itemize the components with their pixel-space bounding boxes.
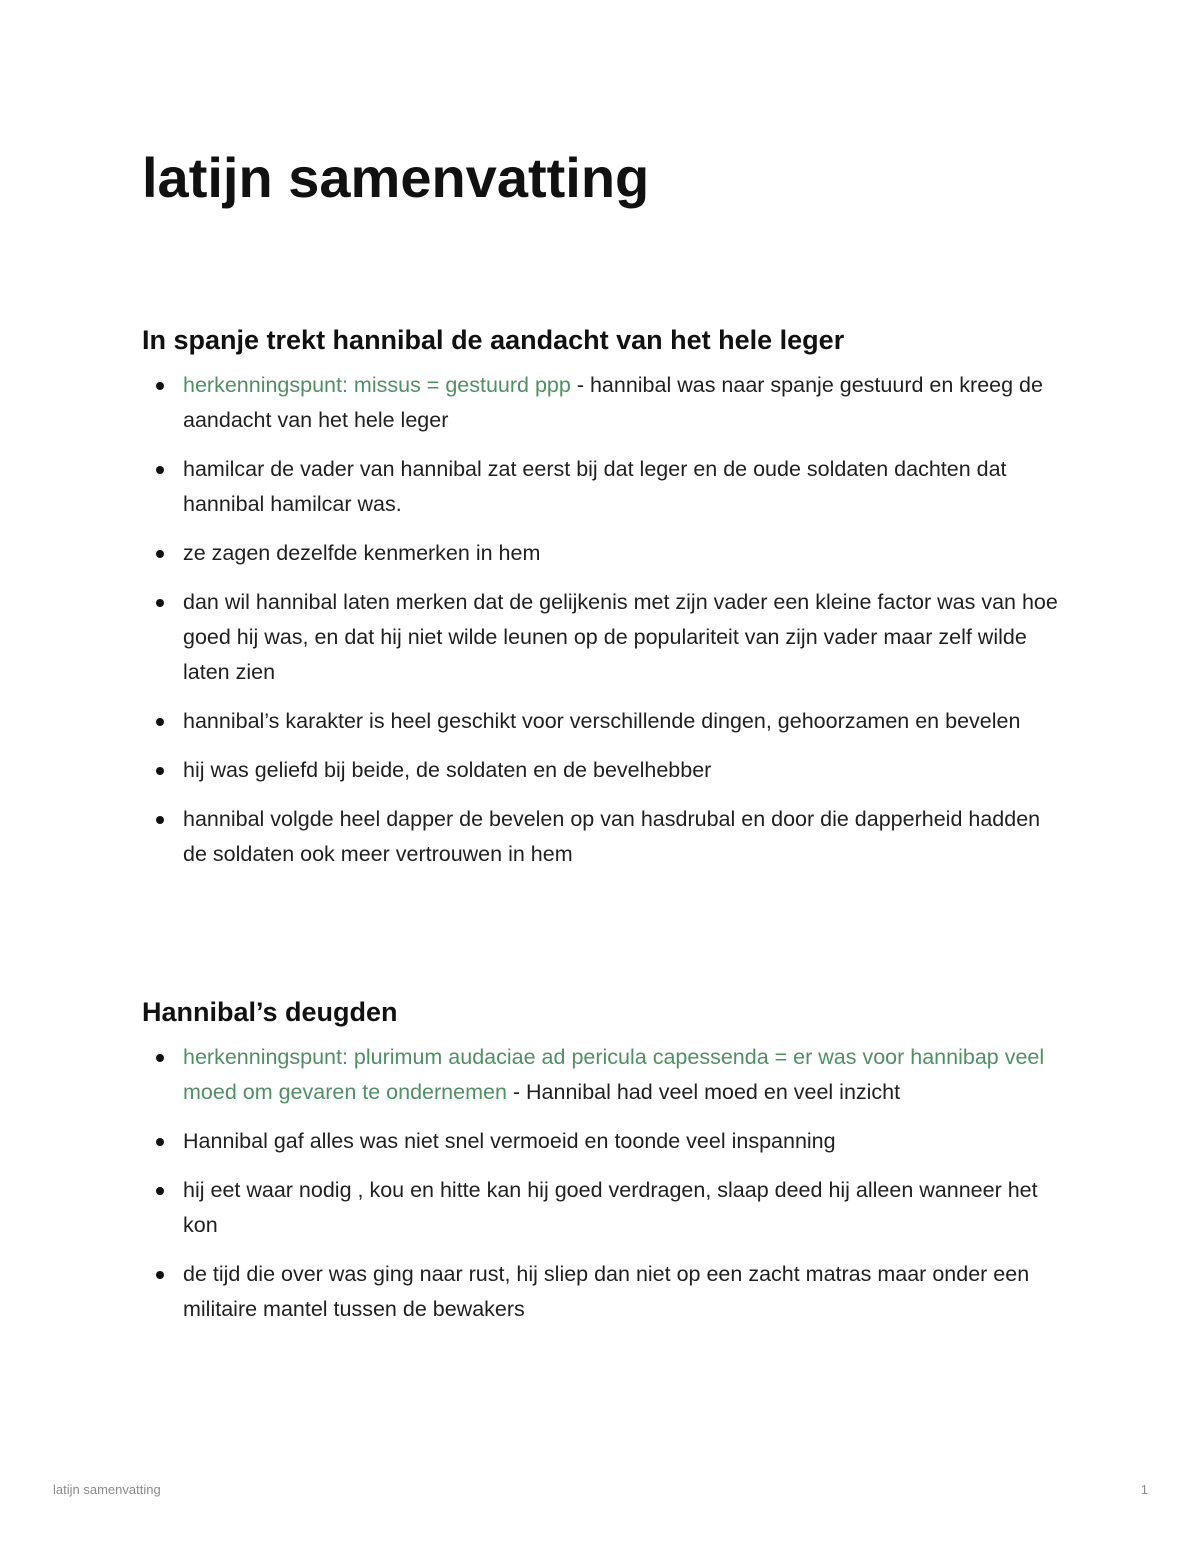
list-item bbox=[142, 704, 1062, 739]
item-text: ze zagen dezelfde kenmerken in hem bbox=[183, 541, 541, 565]
bullet-icon bbox=[156, 599, 164, 607]
highlight-text: herkenningspunt: missus = gestuurd ppp bbox=[183, 373, 571, 397]
section-deugden bbox=[142, 994, 1062, 1341]
page-title: latijn samenvatting bbox=[142, 146, 650, 209]
list-item bbox=[142, 452, 1062, 522]
list-item bbox=[142, 585, 1062, 690]
bullet-icon bbox=[156, 718, 164, 726]
list-item bbox=[142, 753, 1062, 788]
item-text: hamilcar de vader van hannibal zat eerst bij dat leger en de oude soldaten dachten dat hannibal hamilcar was. bbox=[183, 457, 1007, 516]
item-text: Hannibal gaf alles was niet snel vermoeid en toonde veel inspanning bbox=[183, 1129, 836, 1153]
bullet-icon bbox=[156, 767, 164, 775]
bullet-list bbox=[142, 1040, 1062, 1327]
bullet-icon bbox=[156, 1138, 164, 1146]
section-heading: Hannibal’s deugden bbox=[142, 997, 398, 1027]
section-spanje bbox=[142, 322, 1062, 886]
section-heading: In spanje trekt hannibal de aandacht van het hele leger bbox=[142, 325, 845, 355]
list-item bbox=[142, 1040, 1062, 1110]
bullet-icon bbox=[156, 550, 164, 558]
bullet-icon bbox=[156, 1271, 164, 1279]
list-item bbox=[142, 1257, 1062, 1327]
item-text: de tijd die over was ging naar rust, hij sliep dan niet op een zacht matras maar onder een militaire mantel tussen de bewakers bbox=[183, 1262, 1030, 1321]
item-text: hannibal’s karakter is heel geschikt voor verschillende dingen, gehoorzamen en bevelen bbox=[183, 709, 1021, 733]
item-text: dan wil hannibal laten merken dat de gelijkenis met zijn vader een kleine factor was van hoe goed hij was, en dat hij niet wilde leunen op de populariteit van zijn vader maar zelf wilde laten zien bbox=[183, 590, 1058, 684]
item-text: hannibal volgde heel dapper de bevelen op van hasdrubal en door die dapperheid hadden de soldaten ook meer vertrouwen in hem bbox=[183, 807, 1041, 866]
list-item bbox=[142, 1124, 1062, 1159]
list-item bbox=[142, 802, 1062, 872]
bullet-icon bbox=[156, 1187, 164, 1195]
bullet-icon bbox=[156, 466, 164, 474]
bullet-icon bbox=[156, 382, 164, 390]
list-item bbox=[142, 368, 1062, 438]
page-number: 1 bbox=[1140, 1482, 1148, 1497]
item-text: hij was geliefd bij beide, de soldaten en de bevelhebber bbox=[183, 758, 712, 782]
bullet-list bbox=[142, 368, 1062, 872]
bullet-icon bbox=[156, 816, 164, 824]
list-item bbox=[142, 536, 1062, 571]
item-text: hij eet waar nodig , kou en hitte kan hij goed verdragen, slaap deed hij alleen wanneer het kon bbox=[183, 1178, 1038, 1237]
list-item bbox=[142, 1173, 1062, 1243]
footer-title: latijn samenvatting bbox=[53, 1482, 161, 1497]
highlight-text: herkenningspunt: plurimum audaciae ad pericula capessenda = er was voor hannibap veel moed om gevaren te ondernemen bbox=[183, 1045, 1045, 1104]
bullet-icon bbox=[156, 1054, 164, 1062]
item-text: - Hannibal had veel moed en veel inzicht bbox=[506, 1080, 901, 1104]
item-text: - hannibal was naar spanje gestuurd en kreeg de aandacht van het hele leger bbox=[183, 373, 1043, 432]
